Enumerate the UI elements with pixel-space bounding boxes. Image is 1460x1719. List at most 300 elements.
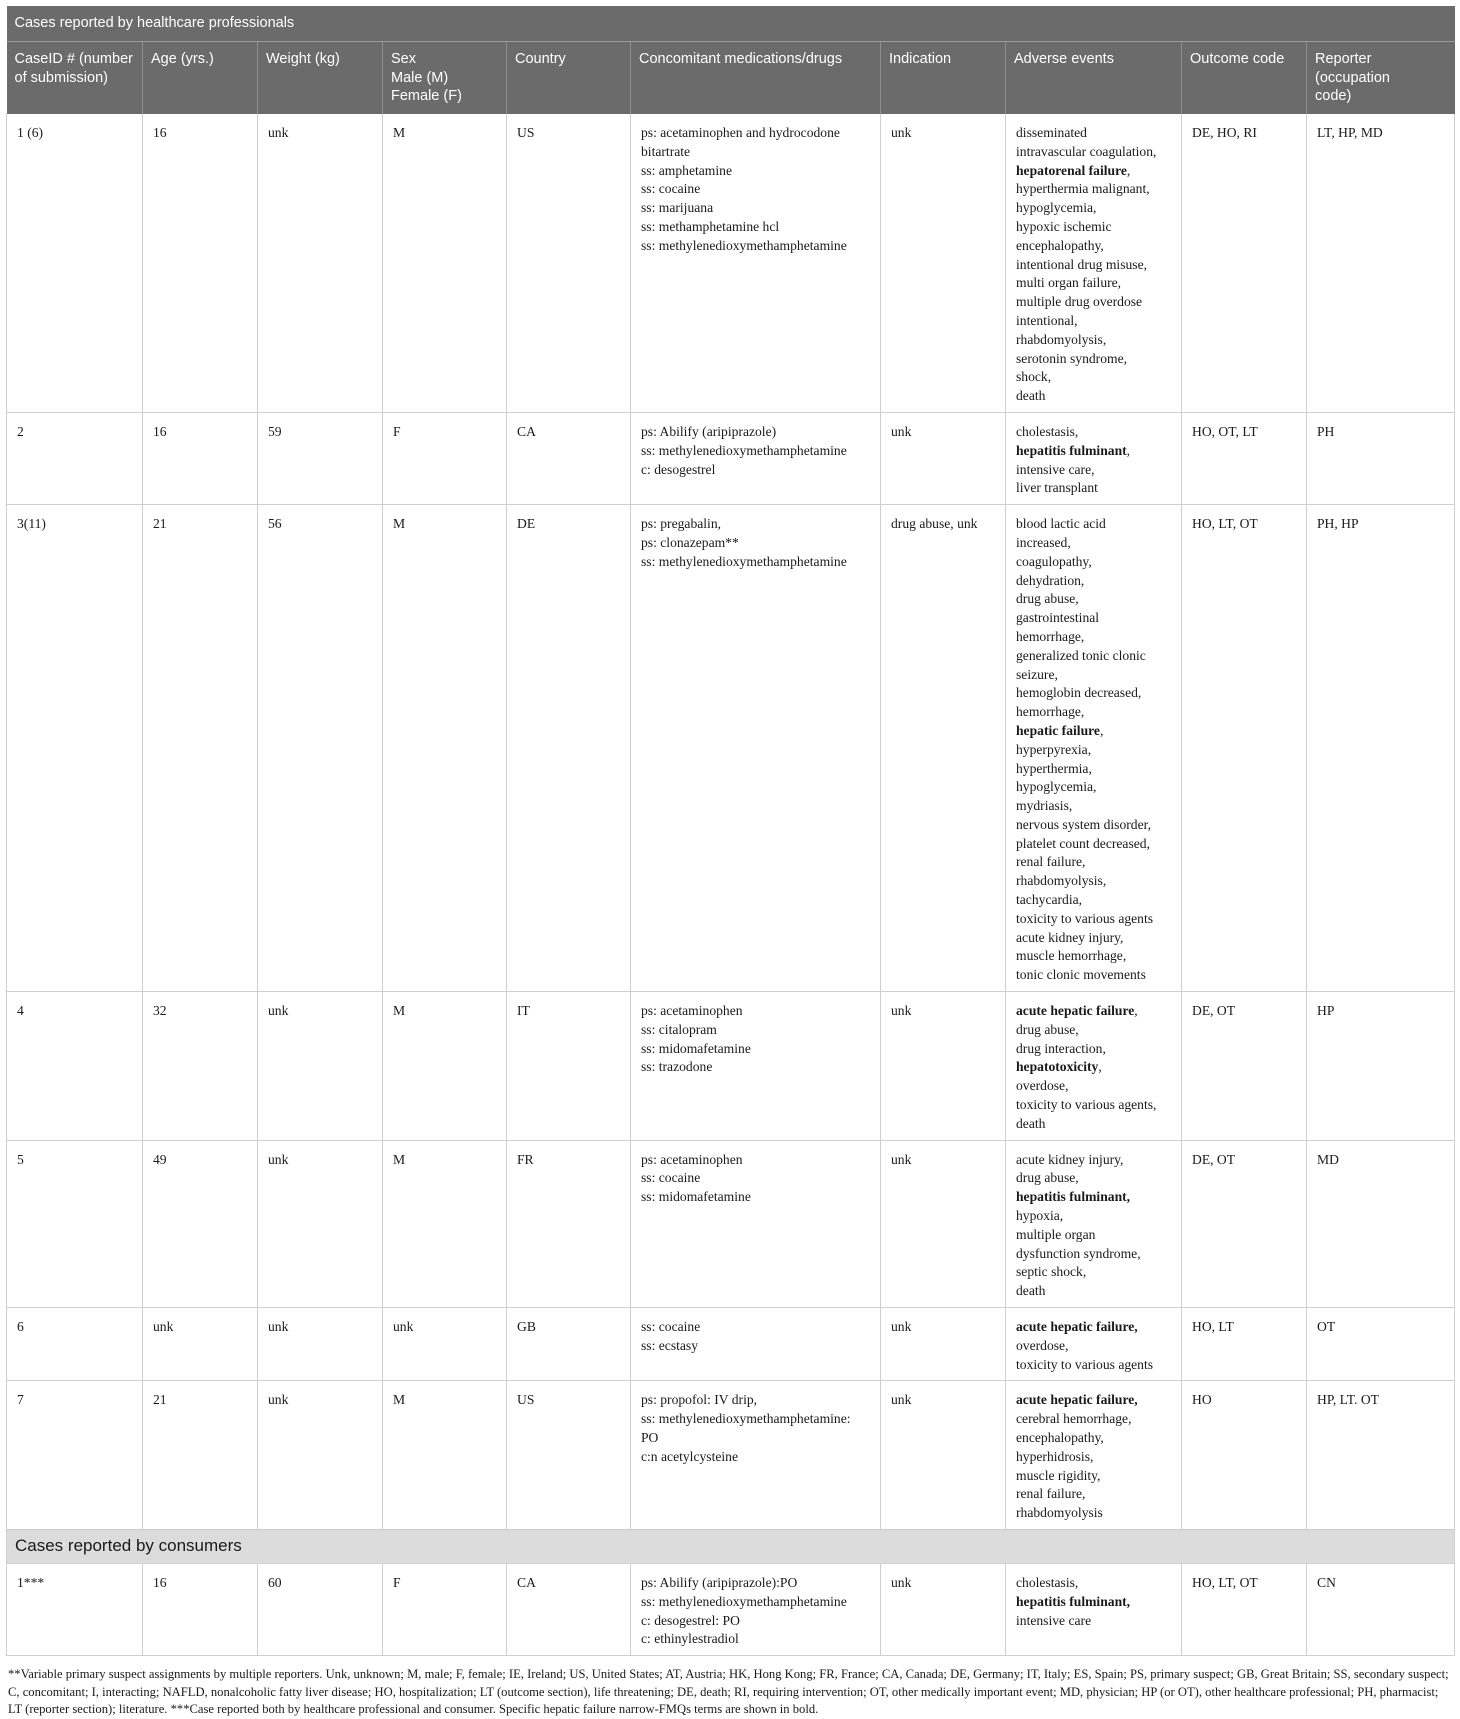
reporter-cell: OT [1307, 1308, 1455, 1381]
adverse-event-term: rhabdomyolysis, [1016, 873, 1107, 889]
adverse-event-separator: , [1099, 722, 1104, 738]
medications-cell-line: ss: midomafetamine [641, 1040, 751, 1056]
adverse-event [1016, 778, 1173, 797]
adverse-event-separator: , [1126, 442, 1131, 458]
adverse-event [1016, 442, 1173, 461]
adverse-event-term: multiple organ [1016, 1226, 1096, 1242]
adverse-event-term: intentional, [1016, 312, 1078, 328]
adverse-event [1016, 1245, 1173, 1264]
country-cell: IT [507, 992, 631, 1141]
indication-cell [881, 992, 1006, 1141]
column-header-line: Female (F) [391, 88, 462, 104]
reporter-cell: CN [1307, 1563, 1455, 1655]
age-cell: 32 [143, 992, 258, 1141]
section-header-healthcare [7, 6, 1455, 42]
adverse-event [1016, 218, 1173, 237]
country-cell: CA [507, 412, 631, 504]
adverse-event [1016, 572, 1173, 591]
adverse-event [1016, 684, 1173, 703]
adverse-event [1016, 797, 1173, 816]
adverse-event-term: toxicity to various agents [1016, 1356, 1154, 1372]
case-id-cell: 1 (6) [7, 114, 143, 412]
adverse-events-cell [1006, 1381, 1182, 1530]
table-row [7, 505, 1455, 992]
medications-cell [631, 114, 881, 412]
weight-cell: 56 [258, 505, 383, 992]
medications-cell-line: c:n acetylcysteine [641, 1448, 738, 1464]
case-id-cell: 5 [7, 1140, 143, 1307]
medications-cell-line: ps: pregabalin, [641, 516, 722, 532]
reporter-cell: HP, LT. OT [1307, 1381, 1455, 1530]
adverse-event-term: encephalopathy, [1016, 237, 1104, 253]
age-cell: 16 [143, 412, 258, 504]
indication-cell [881, 114, 1006, 412]
adverse-events-cell [1006, 1563, 1182, 1655]
weight-cell: 60 [258, 1563, 383, 1655]
medications-cell-line: ps: Abilify (aripiprazole) [641, 423, 777, 439]
column-header [881, 42, 1006, 115]
adverse-event-term: dysfunction syndrome, [1016, 1245, 1141, 1261]
outcome-code-cell: HO, LT, OT [1182, 1563, 1307, 1655]
adverse-event [1016, 741, 1173, 760]
adverse-event-term: drug abuse, [1016, 591, 1079, 607]
adverse-event [1016, 609, 1173, 628]
adverse-event-bold-term: acute hepatic failure, [1016, 1319, 1138, 1335]
adverse-event [1016, 1169, 1173, 1188]
adverse-event [1016, 703, 1173, 722]
adverse-event-separator: , [1098, 1059, 1102, 1075]
adverse-event [1016, 124, 1173, 143]
medications-cell-line: ss: methamphetamine hcl [641, 218, 780, 234]
adverse-event-term: drug abuse, [1016, 1021, 1079, 1037]
country-cell: DE [507, 505, 631, 992]
adverse-event [1016, 162, 1173, 181]
case-table [6, 6, 1455, 1656]
medications-cell [631, 1308, 881, 1381]
adverse-event [1016, 1337, 1173, 1356]
reporter-cell: HP [1307, 992, 1455, 1141]
adverse-event-term: seizure, [1016, 666, 1058, 682]
adverse-event-term: renal failure, [1016, 854, 1086, 870]
adverse-event [1016, 929, 1173, 948]
adverse-event [1016, 293, 1173, 312]
adverse-event [1016, 312, 1173, 331]
indication-cell-line: unk [891, 125, 912, 140]
indication-cell [881, 412, 1006, 504]
adverse-event-term: tachycardia, [1016, 892, 1083, 908]
outcome-code-cell: HO, OT, LT [1182, 412, 1307, 504]
section-header-consumers [7, 1529, 1455, 1563]
medications-cell [631, 992, 881, 1141]
medications-cell-line: ss: marijuana [641, 200, 714, 216]
adverse-event [1016, 143, 1173, 162]
column-header-line: Weight (kg) [266, 51, 340, 67]
adverse-event [1016, 666, 1173, 685]
weight-cell: 59 [258, 412, 383, 504]
case-id-cell: 1*** [7, 1563, 143, 1655]
adverse-event [1016, 1115, 1173, 1134]
adverse-event [1016, 760, 1173, 779]
adverse-event [1016, 1574, 1173, 1593]
outcome-code-cell: DE, HO, RI [1182, 114, 1307, 412]
column-header-row [7, 42, 1455, 115]
adverse-event [1016, 1467, 1173, 1486]
table-row [7, 1308, 1455, 1381]
adverse-event [1016, 1448, 1173, 1467]
adverse-event-term: hyperpyrexia, [1016, 741, 1092, 757]
adverse-events-cell [1006, 992, 1182, 1141]
adverse-event-term: death [1016, 1283, 1046, 1299]
adverse-event-term: coagulopathy, [1016, 553, 1092, 569]
reporter-cell: MD [1307, 1140, 1455, 1307]
adverse-event [1016, 199, 1173, 218]
outcome-code-cell: HO [1182, 1381, 1307, 1530]
adverse-event [1016, 553, 1173, 572]
adverse-event-term: toxicity to various agents, [1016, 1097, 1157, 1113]
adverse-event-term: death [1016, 1115, 1046, 1131]
outcome-code-cell: HO, LT, OT [1182, 505, 1307, 992]
adverse-event [1016, 853, 1173, 872]
adverse-event [1016, 387, 1173, 406]
weight-cell: unk [258, 1308, 383, 1381]
adverse-event [1016, 1058, 1173, 1077]
indication-cell [881, 1381, 1006, 1530]
medications-cell-line: ps: clonazepam** [641, 534, 739, 550]
adverse-event-term: hypoxia, [1016, 1208, 1064, 1224]
medications-cell-line: c: desogestrel: PO [641, 1612, 740, 1628]
medications-cell-line: c: ethinylestradiol [641, 1631, 739, 1647]
medications-cell-line: ss: trazodone [641, 1059, 713, 1075]
adverse-event-separator: , [1126, 162, 1131, 178]
adverse-event-term: septic shock, [1016, 1264, 1087, 1280]
adverse-event-term: intensive care, [1016, 461, 1095, 477]
adverse-events-cell [1006, 114, 1182, 412]
adverse-event [1016, 237, 1173, 256]
indication-cell-line: drug abuse, unk [891, 516, 978, 532]
sex-cell: F [383, 1563, 507, 1655]
column-header-line: Age (yrs.) [151, 51, 214, 67]
adverse-event [1016, 1226, 1173, 1245]
adverse-events-cell [1006, 412, 1182, 504]
adverse-event [1016, 1485, 1173, 1504]
adverse-event [1016, 461, 1173, 480]
adverse-event-bold-term: acute hepatic failure [1016, 1003, 1135, 1019]
adverse-event-term: hypoglycemia, [1016, 200, 1097, 216]
column-header-line: CaseID # (number [14, 51, 133, 67]
medications-cell-line: ss: methylenedioxymethamphetamine [641, 442, 847, 458]
adverse-event-term: cholestasis, [1016, 423, 1079, 439]
adverse-event [1016, 947, 1173, 966]
case-id-cell: 4 [7, 992, 143, 1141]
indication-cell-line: unk [891, 1574, 912, 1590]
medications-cell-line: ps: acetaminophen [641, 1003, 743, 1019]
indication-cell-line: unk [891, 423, 912, 439]
medications-cell-line: ss: methylenedioxymethamphetamine [641, 1593, 847, 1609]
adverse-event [1016, 331, 1173, 350]
indication-cell [881, 1140, 1006, 1307]
adverse-event [1016, 1612, 1173, 1631]
indication-cell-line: unk [891, 1319, 912, 1335]
country-cell: CA [507, 1563, 631, 1655]
adverse-event-term: drug abuse, [1016, 1170, 1079, 1186]
column-header [7, 42, 143, 115]
adverse-event [1016, 1151, 1173, 1170]
column-header [143, 42, 258, 115]
adverse-event [1016, 1207, 1173, 1226]
medications-cell-line: ps: Abilify (aripiprazole):PO [641, 1574, 798, 1590]
indication-cell [881, 1563, 1006, 1655]
adverse-event [1016, 1504, 1173, 1523]
table-row [7, 1381, 1455, 1530]
reporter-cell: PH [1307, 412, 1455, 504]
footnote [6, 1656, 1454, 1719]
age-cell: 21 [143, 505, 258, 992]
adverse-event-term: acute kidney injury, [1016, 1151, 1124, 1167]
adverse-event-term: muscle rigidity, [1016, 1467, 1101, 1483]
age-cell: 49 [143, 1140, 258, 1307]
sex-cell: unk [383, 1308, 507, 1381]
adverse-event [1016, 1282, 1173, 1301]
adverse-event-separator: , [1134, 1003, 1138, 1019]
adverse-event [1016, 1040, 1173, 1059]
adverse-event-term: intensive care [1016, 1612, 1092, 1628]
adverse-events-cell [1006, 505, 1182, 992]
adverse-event-bold-term: hepatitis fulminant, [1016, 1593, 1131, 1609]
age-cell: 16 [143, 114, 258, 412]
adverse-event [1016, 1263, 1173, 1282]
weight-cell: unk [258, 114, 383, 412]
age-cell: 16 [143, 1563, 258, 1655]
column-header-line: Country [515, 51, 566, 67]
column-header-line: Outcome code [1190, 51, 1285, 67]
adverse-event [1016, 1356, 1173, 1375]
column-header-line: Sex [391, 51, 416, 67]
reporter-cell: LT, HP, MD [1307, 114, 1455, 412]
adverse-event [1016, 835, 1173, 854]
adverse-event-term: overdose, [1016, 1337, 1069, 1353]
medications-cell-line: ss: methylenedioxymethamphetamine: [641, 1411, 851, 1427]
medications-cell-line: ss: amphetamine [641, 162, 732, 178]
adverse-event-term: death [1016, 388, 1046, 404]
adverse-event [1016, 1002, 1173, 1021]
adverse-event-term: intravascular coagulation, [1016, 143, 1157, 159]
sex-cell: M [383, 1140, 507, 1307]
case-id-cell: 3(11) [7, 505, 143, 992]
adverse-event [1016, 423, 1173, 442]
adverse-event-term: blood lactic acid [1016, 516, 1106, 532]
indication-cell-line: unk [891, 1003, 912, 1019]
adverse-event-term: hemorrhage, [1016, 704, 1085, 720]
sex-cell: M [383, 1381, 507, 1530]
sex-cell: F [383, 412, 507, 504]
adverse-event [1016, 1391, 1173, 1410]
medications-cell-line: ss: cocaine [641, 1170, 701, 1186]
adverse-event [1016, 1021, 1173, 1040]
medications-cell [631, 1140, 881, 1307]
medications-cell [631, 412, 881, 504]
table-row [7, 1140, 1455, 1307]
medications-cell-line: ss: methylenedioxymethamphetamine [641, 237, 847, 253]
adverse-event-term: intentional drug misuse, [1016, 256, 1148, 272]
adverse-event [1016, 872, 1173, 891]
case-id-cell: 6 [7, 1308, 143, 1381]
column-header [507, 42, 631, 115]
adverse-event-term: multiple drug overdose [1016, 294, 1143, 310]
adverse-event [1016, 910, 1173, 929]
adverse-event [1016, 628, 1173, 647]
adverse-event [1016, 891, 1173, 910]
section-title: Cases reported by consumers [7, 1529, 1455, 1563]
country-cell: GB [507, 1308, 631, 1381]
adverse-events-cell [1006, 1140, 1182, 1307]
adverse-event [1016, 1593, 1173, 1612]
adverse-event-term: multi organ failure, [1016, 275, 1122, 291]
footnote-text: **Variable primary suspect assignments by multiple reporters. Unk, unknown; M, male; F, female; IE, Ireland; US, United States; AT, Austria; HK, Hong Kong; FR, France; CA, Canada; DE, Germany; IT, Italy; ES, Spain; PS, primary suspect; GB, Great Britain; SS, secondary suspect; C, concomitant; I, interacting; NAFLD, nonalcoholic fatty liver disease; HO, hospitalization; LT (outcome section), life threatening; DE, death; RI, requiring intervention; OT, other medically important event; MD, physician; HP (or OT), other healthcare professional; PH, pharmacist; LT (reporter section); literature. ***Case reported both by healthcare professional and consumer. Specific hepatic failure narrow-FMQs terms are shown in bold. [8, 1667, 1449, 1717]
sex-cell: M [383, 505, 507, 992]
medications-cell-line: ps: acetaminophen [641, 1151, 743, 1167]
column-header [383, 42, 507, 115]
medications-cell-line: c: desogestrel [641, 461, 716, 477]
indication-cell [881, 505, 1006, 992]
indication-cell [881, 1308, 1006, 1381]
adverse-event-bold-term: hepatic failure [1016, 722, 1100, 738]
column-header-line: of submission) [14, 69, 108, 86]
column-header [631, 42, 881, 115]
adverse-event-term: drug interaction, [1016, 1040, 1106, 1056]
adverse-event-bold-term: hepatotoxicity [1016, 1059, 1099, 1075]
adverse-event [1016, 1188, 1173, 1207]
column-header-line: Indication [889, 51, 952, 67]
adverse-event [1016, 647, 1173, 666]
medications-cell [631, 1381, 881, 1530]
medications-cell-line: ps: acetaminophen and hydrocodone [641, 125, 840, 140]
weight-cell: unk [258, 1140, 383, 1307]
adverse-event [1016, 816, 1173, 835]
adverse-event [1016, 274, 1173, 293]
adverse-event-bold-term: acute hepatic failure, [1016, 1392, 1138, 1408]
medications-cell [631, 505, 881, 992]
adverse-event-term: serotonin syndrome, [1016, 350, 1128, 366]
adverse-event-bold-term: hepatitis fulminant [1016, 442, 1127, 458]
column-header [258, 42, 383, 115]
adverse-event-term: dehydration, [1016, 572, 1085, 588]
medications-cell [631, 1563, 881, 1655]
outcome-code-cell: HO, LT [1182, 1308, 1307, 1381]
adverse-event [1016, 1077, 1173, 1096]
adverse-event-term: shock, [1016, 369, 1052, 385]
adverse-event-term: hyperhidrosis, [1016, 1448, 1094, 1464]
country-cell: US [507, 114, 631, 412]
adverse-event [1016, 534, 1173, 553]
column-header-line: (occupation [1315, 69, 1390, 86]
adverse-event-term: mydriasis, [1016, 798, 1073, 814]
medications-cell-line: ss: midomafetamine [641, 1189, 751, 1205]
sex-cell: M [383, 992, 507, 1141]
adverse-event-term: disseminated [1016, 125, 1087, 140]
case-id-cell: 2 [7, 412, 143, 504]
adverse-event [1016, 1410, 1173, 1429]
adverse-event [1016, 350, 1173, 369]
outcome-code-cell: DE, OT [1182, 1140, 1307, 1307]
adverse-event-term: acute kidney injury, [1016, 929, 1124, 945]
column-header-line: Adverse events [1014, 51, 1114, 67]
adverse-event-term: hemorrhage, [1016, 628, 1085, 644]
adverse-event-term: hyperthermia malignant, [1016, 181, 1150, 197]
adverse-event-term: cholestasis, [1016, 1574, 1079, 1590]
outcome-code-cell: DE, OT [1182, 992, 1307, 1141]
indication-cell-line: unk [891, 1151, 912, 1167]
weight-cell: unk [258, 1381, 383, 1530]
adverse-event-term: hypoxic ischemic [1016, 218, 1112, 234]
country-cell: US [507, 1381, 631, 1530]
adverse-event-term: generalized tonic clonic [1016, 647, 1146, 663]
medications-cell-line: bitartrate [641, 143, 691, 159]
adverse-events-cell [1006, 1308, 1182, 1381]
country-cell: FR [507, 1140, 631, 1307]
adverse-event [1016, 1318, 1173, 1337]
column-header [1182, 42, 1307, 115]
adverse-event-term: overdose, [1016, 1078, 1069, 1094]
adverse-event-bold-term: hepatitis fulminant, [1016, 1189, 1131, 1205]
adverse-event-term: muscle hemorrhage, [1016, 948, 1127, 964]
age-cell: unk [143, 1308, 258, 1381]
adverse-event [1016, 256, 1173, 275]
indication-cell-line: unk [891, 1392, 912, 1408]
table-container [6, 6, 1454, 1719]
adverse-event [1016, 368, 1173, 387]
medications-cell-line: ss: methylenedioxymethamphetamine [641, 553, 847, 569]
adverse-event-term: nervous system disorder, [1016, 816, 1151, 832]
adverse-event-term: cerebral hemorrhage, [1016, 1411, 1132, 1427]
adverse-event [1016, 479, 1173, 498]
column-header [1307, 42, 1455, 115]
adverse-event-term: tonic clonic movements [1016, 967, 1146, 983]
medications-cell-line: ss: ecstasy [641, 1337, 699, 1353]
adverse-event-term: rhabdomyolysis [1016, 1505, 1103, 1521]
reporter-cell: PH, HP [1307, 505, 1455, 992]
section-title: Cases reported by healthcare professionals [7, 6, 1455, 42]
table-row [7, 1563, 1455, 1655]
column-header [1006, 42, 1182, 115]
medications-cell-line: ss: cocaine [641, 181, 701, 197]
age-cell: 21 [143, 1381, 258, 1530]
column-header-line: Concomitant medications/drugs [639, 51, 843, 67]
table-row [7, 992, 1455, 1141]
column-header-line: Male (M) [391, 69, 449, 86]
adverse-event [1016, 515, 1173, 534]
column-header-line: code) [1315, 88, 1352, 104]
adverse-event [1016, 1429, 1173, 1448]
adverse-event [1016, 590, 1173, 609]
adverse-event-term: hyperthermia, [1016, 760, 1092, 776]
case-id-cell: 7 [7, 1381, 143, 1530]
weight-cell: unk [258, 992, 383, 1141]
adverse-event-term: encephalopathy, [1016, 1430, 1104, 1445]
column-header-line: Reporter [1315, 51, 1372, 67]
medications-cell-line: ps: propofol: IV drip, [641, 1392, 758, 1408]
adverse-event-term: liver transplant [1016, 480, 1098, 496]
adverse-event [1016, 722, 1173, 741]
medications-cell-line: ss: cocaine [641, 1319, 701, 1335]
adverse-event-term: hypoglycemia, [1016, 779, 1097, 795]
adverse-event [1016, 966, 1173, 985]
adverse-event-term: gastrointestinal [1016, 610, 1100, 626]
adverse-event-term: hemoglobin decreased, [1016, 685, 1142, 701]
adverse-event-term: increased, [1016, 534, 1071, 550]
medications-cell-line: PO [641, 1430, 659, 1445]
adverse-event-term: rhabdomyolysis, [1016, 331, 1107, 347]
sex-cell: M [383, 114, 507, 412]
